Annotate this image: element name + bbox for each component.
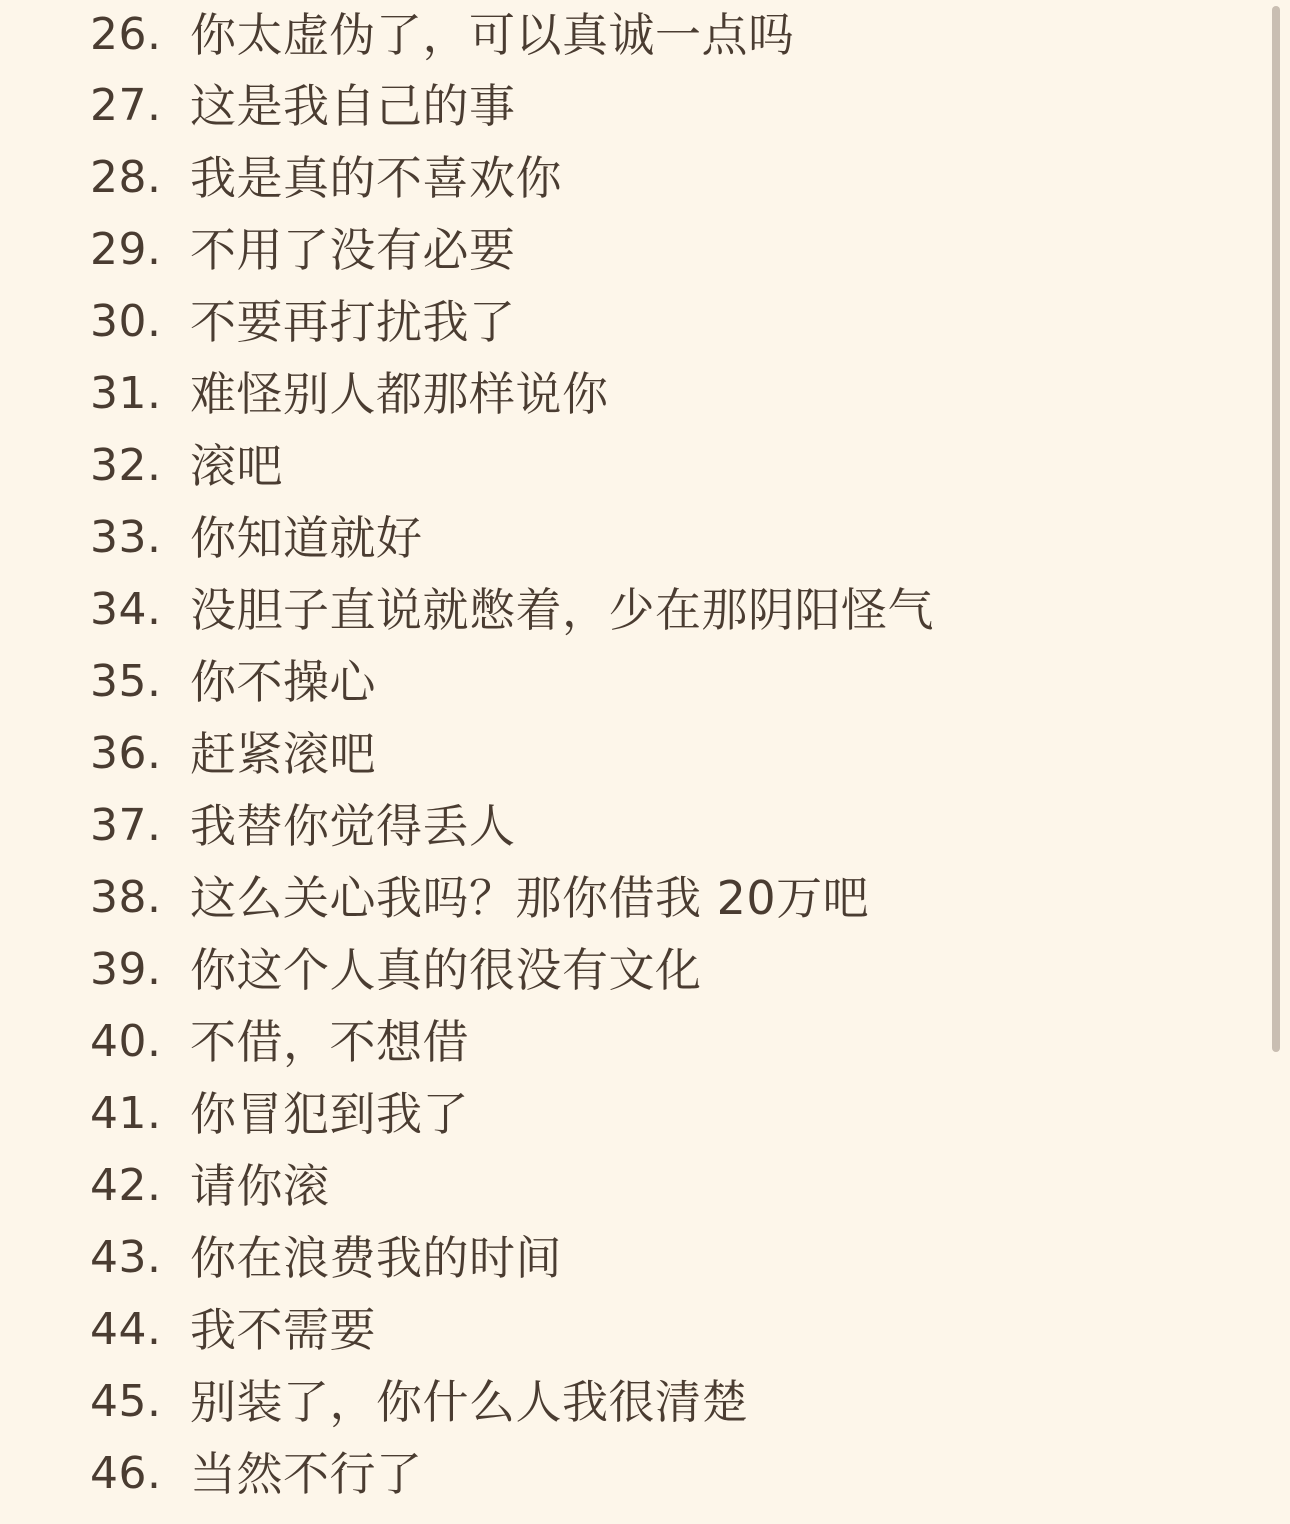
list-item-number: 35. [90, 656, 162, 707]
list-item-text: 这是我自己的事 [190, 79, 516, 133]
list-item-text: 你太虚伪了，可以真诚一点吗 [190, 8, 795, 62]
list-item [90, 1006, 934, 1078]
list-item-text: 请你滚 [190, 1159, 330, 1213]
list-item-text: 我替你觉得丢人 [190, 799, 516, 853]
list-item-text: 我不需要 [190, 1303, 376, 1357]
list-item-text: 不要再打扰我了 [190, 295, 516, 349]
list-item-text: 不用了没有必要 [190, 223, 516, 277]
note-list [90, 0, 934, 1510]
list-item-text: 你知道就好 [190, 511, 423, 565]
list-item-text: 你不操心 [190, 655, 376, 709]
list-item [90, 358, 934, 430]
list-item [90, 862, 934, 934]
list-item-text: 你在浪费我的时间 [190, 1231, 562, 1285]
list-item [90, 286, 934, 358]
list-item-number: 28. [90, 152, 162, 203]
scrollbar[interactable] [1268, 0, 1290, 1524]
list-item-number: 31. [90, 368, 162, 419]
list-item-text: 不借，不想借 [190, 1015, 469, 1069]
list-item-number: 37. [90, 800, 162, 851]
list-item-text: 你这个人真的很没有文化 [190, 943, 702, 997]
list-item-text: 当然不行了 [190, 1447, 423, 1501]
list-item-number: 30. [90, 296, 162, 347]
list-item-number: 26. [90, 9, 162, 60]
list-item [90, 430, 934, 502]
list-item-number: 27. [90, 80, 162, 131]
list-item-text: 滚吧 [190, 439, 283, 493]
list-item-number: 29. [90, 224, 162, 275]
list-item-text: 难怪别人都那样说你 [190, 367, 609, 421]
scrollbar-thumb[interactable] [1272, 6, 1280, 1052]
list-item [90, 1078, 934, 1150]
list-item [90, 1438, 934, 1510]
list-item-number: 45. [90, 1376, 162, 1427]
list-item [90, 646, 934, 718]
list-item [90, 934, 934, 1006]
list-item [90, 1366, 934, 1438]
list-item [90, 790, 934, 862]
list-item-number: 41. [90, 1088, 162, 1139]
list-item-number: 39. [90, 944, 162, 995]
list-item-number: 38. [90, 872, 162, 923]
list-item-text: 赶紧滚吧 [190, 727, 376, 781]
list-item [90, 1294, 934, 1366]
list-item-text: 你冒犯到我了 [190, 1087, 469, 1141]
list-item-text: 这么关心我吗？那你借我 20万吧 [190, 871, 870, 925]
list-item [90, 502, 934, 574]
list-item [90, 1222, 934, 1294]
list-item [90, 70, 934, 142]
list-item [90, 574, 934, 646]
list-item-number: 43. [90, 1232, 162, 1283]
list-item-number: 44. [90, 1304, 162, 1355]
list-item-text: 没胆子直说就憋着，少在那阴阳怪气 [190, 583, 934, 637]
list-item-number: 40. [90, 1016, 162, 1067]
list-item-number: 32. [90, 440, 162, 491]
list-item [90, 142, 934, 214]
list-item-number: 46. [90, 1448, 162, 1499]
list-item-number: 42. [90, 1160, 162, 1211]
list-item [90, 1150, 934, 1222]
list-item [90, 718, 934, 790]
list-item-number: 36. [90, 728, 162, 779]
list-item-text: 我是真的不喜欢你 [190, 151, 562, 205]
list-item [90, 214, 934, 286]
list-item-number: 34. [90, 584, 162, 635]
list-item-text: 别装了，你什么人我很清楚 [190, 1375, 748, 1429]
list-item-number: 33. [90, 512, 162, 563]
list-item [90, 0, 934, 70]
